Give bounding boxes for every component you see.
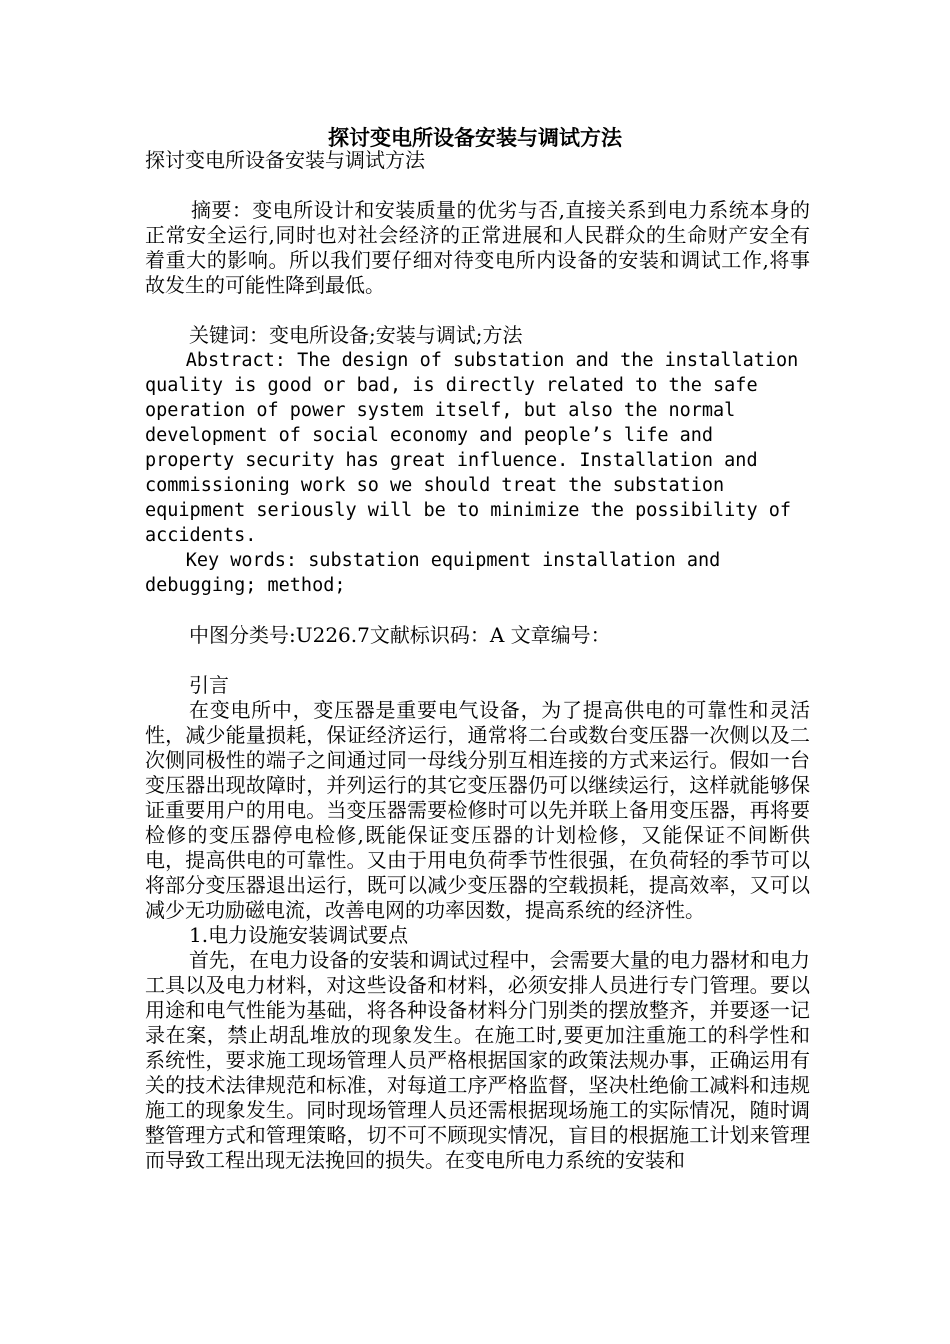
abstract-en: Abstract: The design of substation and the installation quality is good or bad, is directly related to the safe operation of power system itself, but also the normal development of social economy and people’s life and property security has great influence. Installation and commissioning work so we should treat the substation equipment seriously will be to minimize the possibility of accidents. bbox=[145, 350, 799, 546]
spacer bbox=[145, 298, 810, 323]
spacer bbox=[145, 648, 810, 673]
section1-heading: 1.电力设施安装调试要点 bbox=[189, 923, 409, 947]
keywords-cn: 关键词：变电所设备;安装与调试;方法 bbox=[189, 323, 523, 347]
intro-heading: 引言 bbox=[189, 673, 229, 697]
intro-paragraph: 在变电所中，变压器是重要电气设备，为了提高供电的可靠性和灵活性，减少能量损耗，保证经济运行，通常将二台或数台变压器一次侧以及二次侧同极性的端子之间通过同一母线分别互相连接的方式来运行。假如一台变压器出现故障时，并列运行的其它变压器仍可以继续运行，这样就能够保证重要用户的用电。当变压器需要检修时可以先并联上备用变压器，再将要检修的变压器停电检修,既能保证变压器的计划检修，又能保证不间断供电，提高供电的可靠性。又由于用电负荷季节性很强，在负荷轻的季节可以将部分变压器退出运行，既可以减少变压器的空载损耗，提高效率，又可以减少无功励磁电流，改善电网的功率因数，提高系统的经济性。 bbox=[145, 698, 810, 922]
spacer bbox=[145, 598, 810, 623]
classification-line: 中图分类号:U226.7文献标识码：A 文章编号： bbox=[189, 623, 611, 647]
keywords-en: Key words: substation equipment installation and debugging; method; bbox=[145, 550, 721, 596]
document-subtitle: 探讨变电所设备安装与调试方法 bbox=[145, 148, 425, 172]
section1-paragraph: 首先，在电力设备的安装和调试过程中，会需要大量的电力器材和电力工具以及电力材料，对这些设备和材料，必须安排人员进行专门管理。要以用途和电气性能为基础，将各种设备材料分门别类的摆放整齐，并要逐一记录在案，禁止胡乱堆放的现象发生。在施工时,要更加注重施工的科学性和系统性，要求施工现场管理人员严格根据国家的政策法规办事，正确运用有关的技术法律规范和标准，对每道工序严格监督，坚决杜绝偷工减料和违规施工的现象发生。同时现场管理人员还需根据现场施工的实际情况，随时调整管理方式和管理策略，切不可不顾现实情况，盲目的根据施工计划来管理而导致工程出现无法挽回的损失。在变电所电力系统的安装和 bbox=[145, 948, 810, 1172]
abstract-cn: 摘要：变电所设计和安装质量的优劣与否,直接关系到电力系统本身的正常安全运行,同时也对社会经济的正常进展和人民群众的生命财产安全有着重大的影响。所以我们要仔细对待变电所内设备的安装和调试工作,将事故发生的可能性降到最低。 bbox=[145, 198, 810, 297]
document-body bbox=[145, 148, 810, 1173]
document-title: 探讨变电所设备安装与调试方法 bbox=[328, 125, 622, 150]
spacer bbox=[145, 173, 810, 198]
